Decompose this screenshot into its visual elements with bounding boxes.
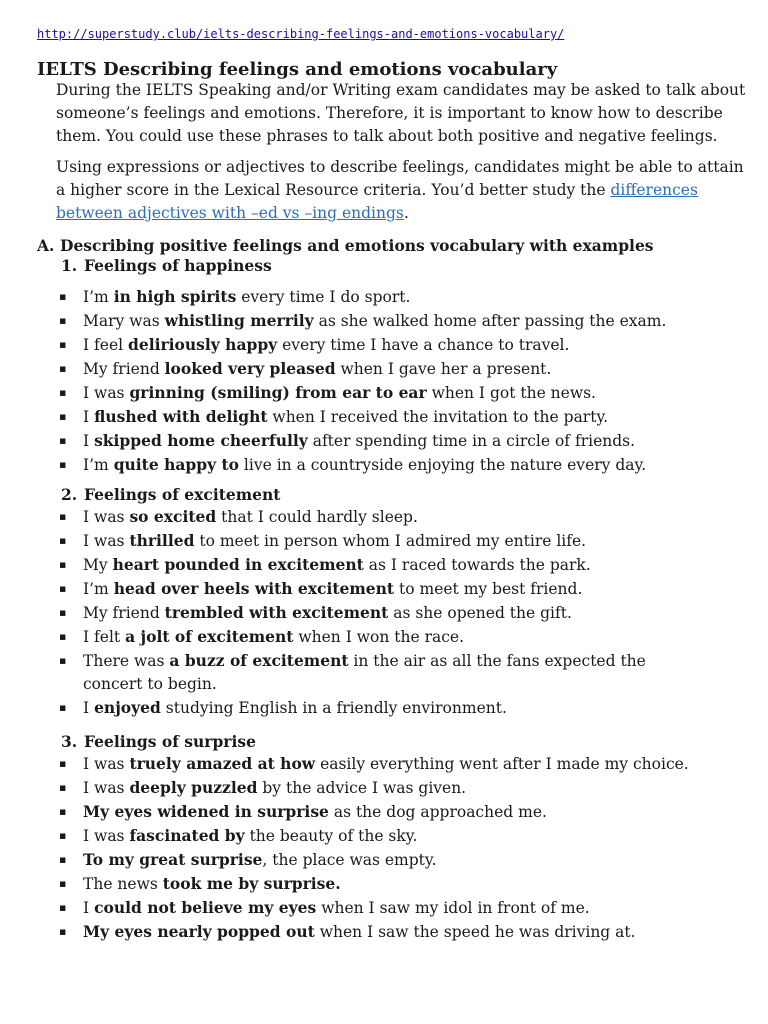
item-text: I was (83, 779, 130, 797)
list-item (0, 649, 708, 696)
item-text: , the place was empty. (262, 851, 437, 869)
list-item (0, 824, 708, 848)
item-phrase: truely amazed at how (129, 754, 316, 773)
item-text: I’m (83, 580, 114, 598)
list-item (0, 333, 708, 357)
item-text: every time I do sport. (236, 288, 411, 306)
subsection-heading-excitement (61, 485, 280, 504)
list-item (0, 752, 708, 776)
subsection-title: Feelings of excitement (84, 485, 281, 504)
item-phrase: skipped home cheerfully (94, 431, 308, 450)
item-text: every time I have a chance to travel. (277, 336, 570, 354)
list-item (0, 896, 708, 920)
item-text: when I won the race. (293, 628, 465, 646)
surprise-list (0, 752, 768, 944)
list-item (0, 601, 708, 625)
item-phrase: heart pounded in excitement (112, 555, 364, 574)
item-text: after spending time in a circle of friends. (307, 432, 636, 450)
item-text: I was (83, 384, 130, 402)
lexical-paragraph-end: . (403, 204, 409, 222)
section-a-title: Describing positive feelings and emotions vocabulary with examples (60, 236, 654, 255)
item-text: I’m (83, 288, 114, 306)
subsection-title: Feelings of surprise (84, 732, 256, 751)
item-text: I feel (83, 336, 129, 354)
document-title: IELTS Describing feelings and emotions vocabulary (37, 59, 558, 80)
item-text: easily everything went after I made my choice. (315, 755, 689, 773)
list-item (0, 625, 708, 649)
item-text: when I got the news. (426, 384, 596, 402)
item-phrase: a jolt of excitement (125, 627, 294, 646)
item-text: live in a countryside enjoying the nature every day. (239, 456, 647, 474)
item-text: Mary was (83, 312, 165, 330)
subsection-title: Feelings of happiness (84, 256, 272, 275)
item-text: I (83, 408, 95, 426)
subsection-number: 3. (61, 732, 78, 751)
list-item (0, 848, 708, 872)
item-text: I was (83, 508, 130, 526)
item-text: when I gave her a present. (335, 360, 552, 378)
list-item (0, 381, 708, 405)
item-phrase: looked very pleased (164, 359, 336, 378)
item-phrase: whistling merrily (164, 311, 314, 330)
item-text: studying English in a friendly environment. (160, 699, 507, 717)
item-text: I was (83, 827, 130, 845)
source-url-link[interactable]: http://superstudy.club/ielts-describing-feelings-and-emotions-vocabulary/ (37, 27, 565, 41)
list-item (0, 505, 708, 529)
item-phrase: My eyes nearly popped out (83, 922, 315, 941)
item-text: in the air as all the fans expected the concert to begin. (83, 652, 646, 693)
item-text: the beauty of the sky. (244, 827, 418, 845)
item-text: when I saw my idol in front of me. (316, 899, 590, 917)
item-text: by the advice I was given. (257, 779, 467, 797)
item-phrase: deeply puzzled (129, 778, 258, 797)
item-text: when I received the invitation to the party. (267, 408, 609, 426)
item-phrase: trembled with excitement (164, 603, 389, 622)
differences-link[interactable]: differences between adjectives with –ed vs –ing endings (56, 181, 698, 222)
list-item (0, 776, 708, 800)
item-text: I (83, 899, 95, 917)
list-item (0, 920, 708, 944)
item-text: My friend (83, 604, 165, 622)
list-item (0, 429, 708, 453)
subsection-number: 2. (61, 485, 78, 504)
section-a-letter: A. (37, 236, 55, 255)
item-phrase: head over heels with excitement (113, 579, 395, 598)
item-phrase: took me by surprise. (162, 874, 341, 893)
item-text: I’m (83, 456, 114, 474)
subsection-heading-happiness (61, 256, 272, 275)
item-text: that I could hardly sleep. (216, 508, 418, 526)
item-text: to meet in person whom I admired my entire life. (194, 532, 587, 550)
item-phrase: enjoyed (94, 698, 161, 717)
list-item (0, 529, 708, 553)
happiness-list (0, 285, 768, 477)
item-phrase: so excited (129, 507, 217, 526)
subsection-heading-surprise (61, 732, 256, 751)
list-item (0, 800, 708, 824)
list-item (0, 285, 708, 309)
list-item (0, 553, 708, 577)
subsection-number: 1. (61, 256, 78, 275)
excitement-list (0, 505, 768, 720)
item-phrase: To my great surprise (83, 850, 263, 869)
item-phrase: flushed with delight (94, 407, 268, 426)
list-item (0, 405, 708, 429)
lexical-paragraph-text: Using expressions or adjectives to describe feelings, candidates might be able to attain a higher score in the Lexical Resource criteria. You’d better study the (56, 158, 744, 199)
item-phrase: fascinated by (129, 826, 245, 845)
item-text: I was (83, 532, 130, 550)
item-text: My (83, 556, 113, 574)
item-text: as she opened the gift. (388, 604, 572, 622)
item-phrase: deliriously happy (128, 335, 278, 354)
item-phrase: could not believe my eyes (94, 898, 317, 917)
item-text: as she walked home after passing the exam. (313, 312, 667, 330)
item-text: I (83, 432, 95, 450)
item-text: My friend (83, 360, 165, 378)
section-a-heading (37, 236, 654, 255)
item-phrase: grinning (smiling) from ear to ear (129, 383, 427, 402)
list-item (0, 453, 708, 477)
lexical-paragraph (56, 156, 746, 225)
item-phrase: in high spirits (113, 287, 237, 306)
item-text: I (83, 699, 95, 717)
item-phrase: a buzz of excitement (169, 651, 349, 670)
item-text: as the dog approached me. (328, 803, 547, 821)
item-text: I felt (83, 628, 126, 646)
list-item (0, 577, 708, 601)
item-text: to meet my best friend. (394, 580, 583, 598)
list-item (0, 872, 708, 896)
item-phrase: My eyes widened in surprise (83, 802, 329, 821)
item-text: I was (83, 755, 130, 773)
list-item (0, 696, 708, 720)
item-phrase: quite happy to (113, 455, 239, 474)
item-text: There was (83, 652, 170, 670)
intro-paragraph: During the IELTS Speaking and/or Writing exam candidates may be asked to talk about someone’s feelings and emotions. Therefore, it is important to know how to describe them. You could use these phrases to talk about both positive and negative feelings. (56, 81, 746, 145)
list-item (0, 357, 708, 381)
item-text: when I saw the speed he was driving at. (314, 923, 636, 941)
item-text: as I raced towards the park. (363, 556, 591, 574)
item-text: The news (83, 875, 163, 893)
item-phrase: thrilled (129, 531, 195, 550)
list-item (0, 309, 708, 333)
